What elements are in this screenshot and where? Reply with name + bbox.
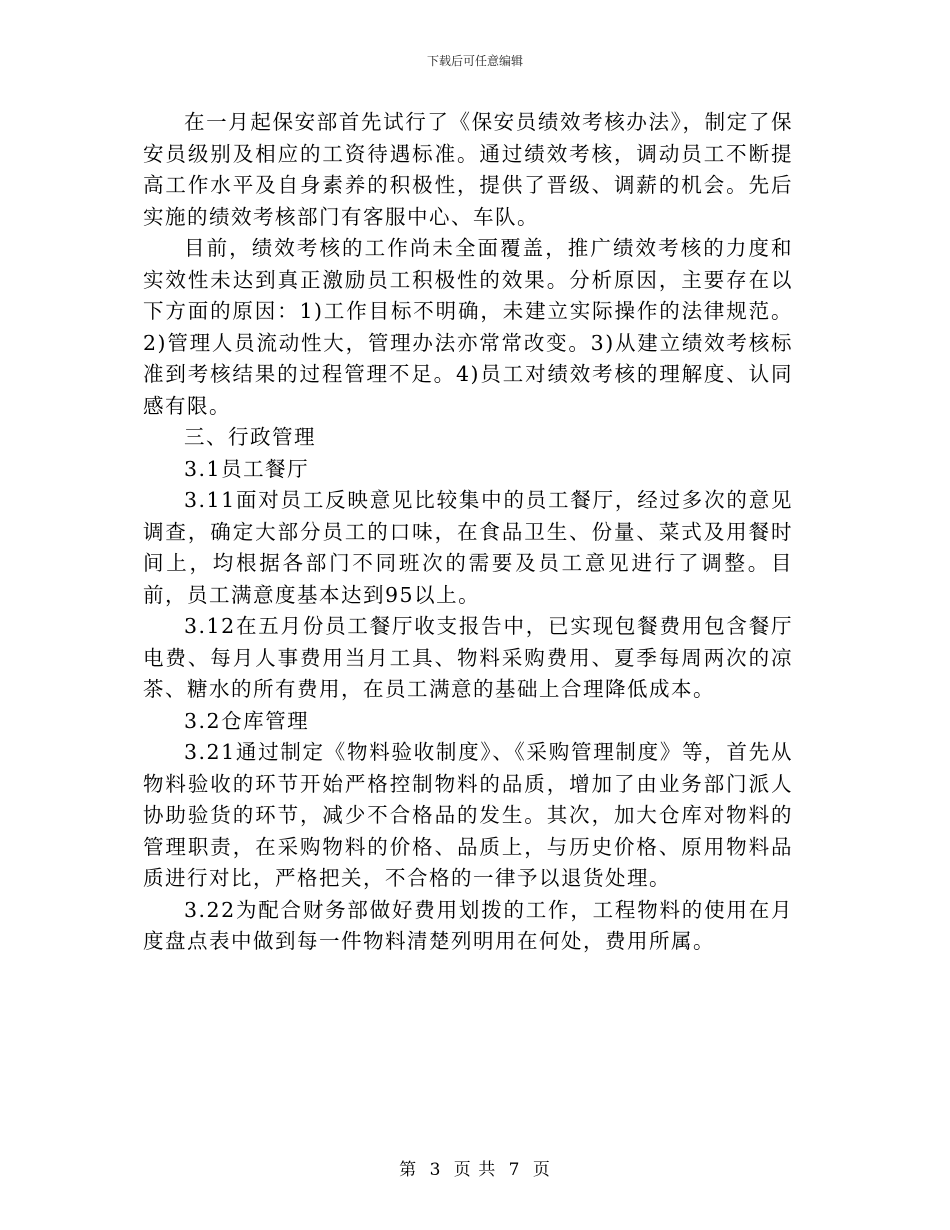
- paragraph-warehouse-accounting: 3.22为配合财务部做好费用划拨的工作，工程物料的使用在月度盘点表中做到每一件物料清楚列明用在何处，费用所属。: [143, 897, 793, 953]
- page-header: 下载后可任意编辑: [426, 54, 523, 68]
- total-pages-number: 7: [508, 1160, 521, 1180]
- paragraph-security-appraisal: 在一月起保安部首先试行了《保安员绩效考核办法》，制定了保安员级别及相应的工资待遇标准。通过绩效考核，调动员工不断提高工作水平及自身素养的积极性，提供了晋级、调薪的机会。先后实施的绩效考核部门有客服中心、车队。: [143, 110, 793, 229]
- page-label-prefix: 第: [399, 1160, 418, 1180]
- current-page-number: 3: [429, 1160, 442, 1180]
- page-label-mid: 页 共: [453, 1160, 497, 1180]
- paragraph-canteen-cost: 3.12在五月份员工餐厅收支报告中，已实现包餐费用包含餐厅电费、每月人事费用当月工具、物料采购费用、夏季每周两次的凉茶、糖水的所有费用，在员工满意的基础上合理降低成本。: [143, 614, 793, 701]
- paragraph-warehouse-control: 3.21通过制定《物料验收制度》、《采购管理制度》等，首先从物料验收的环节开始严格控制物料的品质，增加了由业务部门派人协助验货的环节，减少不合格品的发生。其次，加大仓库对物料的管理职责，在采购物料的价格、品质上，与历史价格、原用物料品质进行对比，严格把关，不合格的一律予以退货处理。: [143, 740, 793, 890]
- paragraph-canteen-survey: 3.11面对员工反映意见比较集中的员工餐厅，经过多次的意见调查，确定大部分员工的口味，在食品卫生、份量、菜式及用餐时间上，均根据各部门不同班次的需要及员工意见进行了调整。目前，员工满意度基本达到95以上。: [143, 488, 793, 607]
- subheading-staff-canteen: 3.1员工餐厅: [184, 456, 310, 481]
- document-body: [143, 107, 793, 958]
- section-heading-administration: 三、行政管理: [184, 425, 316, 449]
- page-label-suffix: 页: [532, 1160, 551, 1180]
- subheading-warehouse: 3.2仓库管理: [184, 708, 310, 733]
- paragraph-appraisal-problems: 目前，绩效考核的工作尚未全面覆盖，推广绩效考核的力度和实效性未达到真正激励员工积极性的效果。分析原因，主要存在以下方面的原因：1)工作目标不明确，未建立实际操作的法律规范。2)管理人员流动性大，管理办法亦常常改变。3)从建立绩效考核标准到考核结果的过程管理不足。4)员工对绩效考核的理解度、认同感有限。: [143, 236, 793, 418]
- page-footer: [0, 1155, 950, 1180]
